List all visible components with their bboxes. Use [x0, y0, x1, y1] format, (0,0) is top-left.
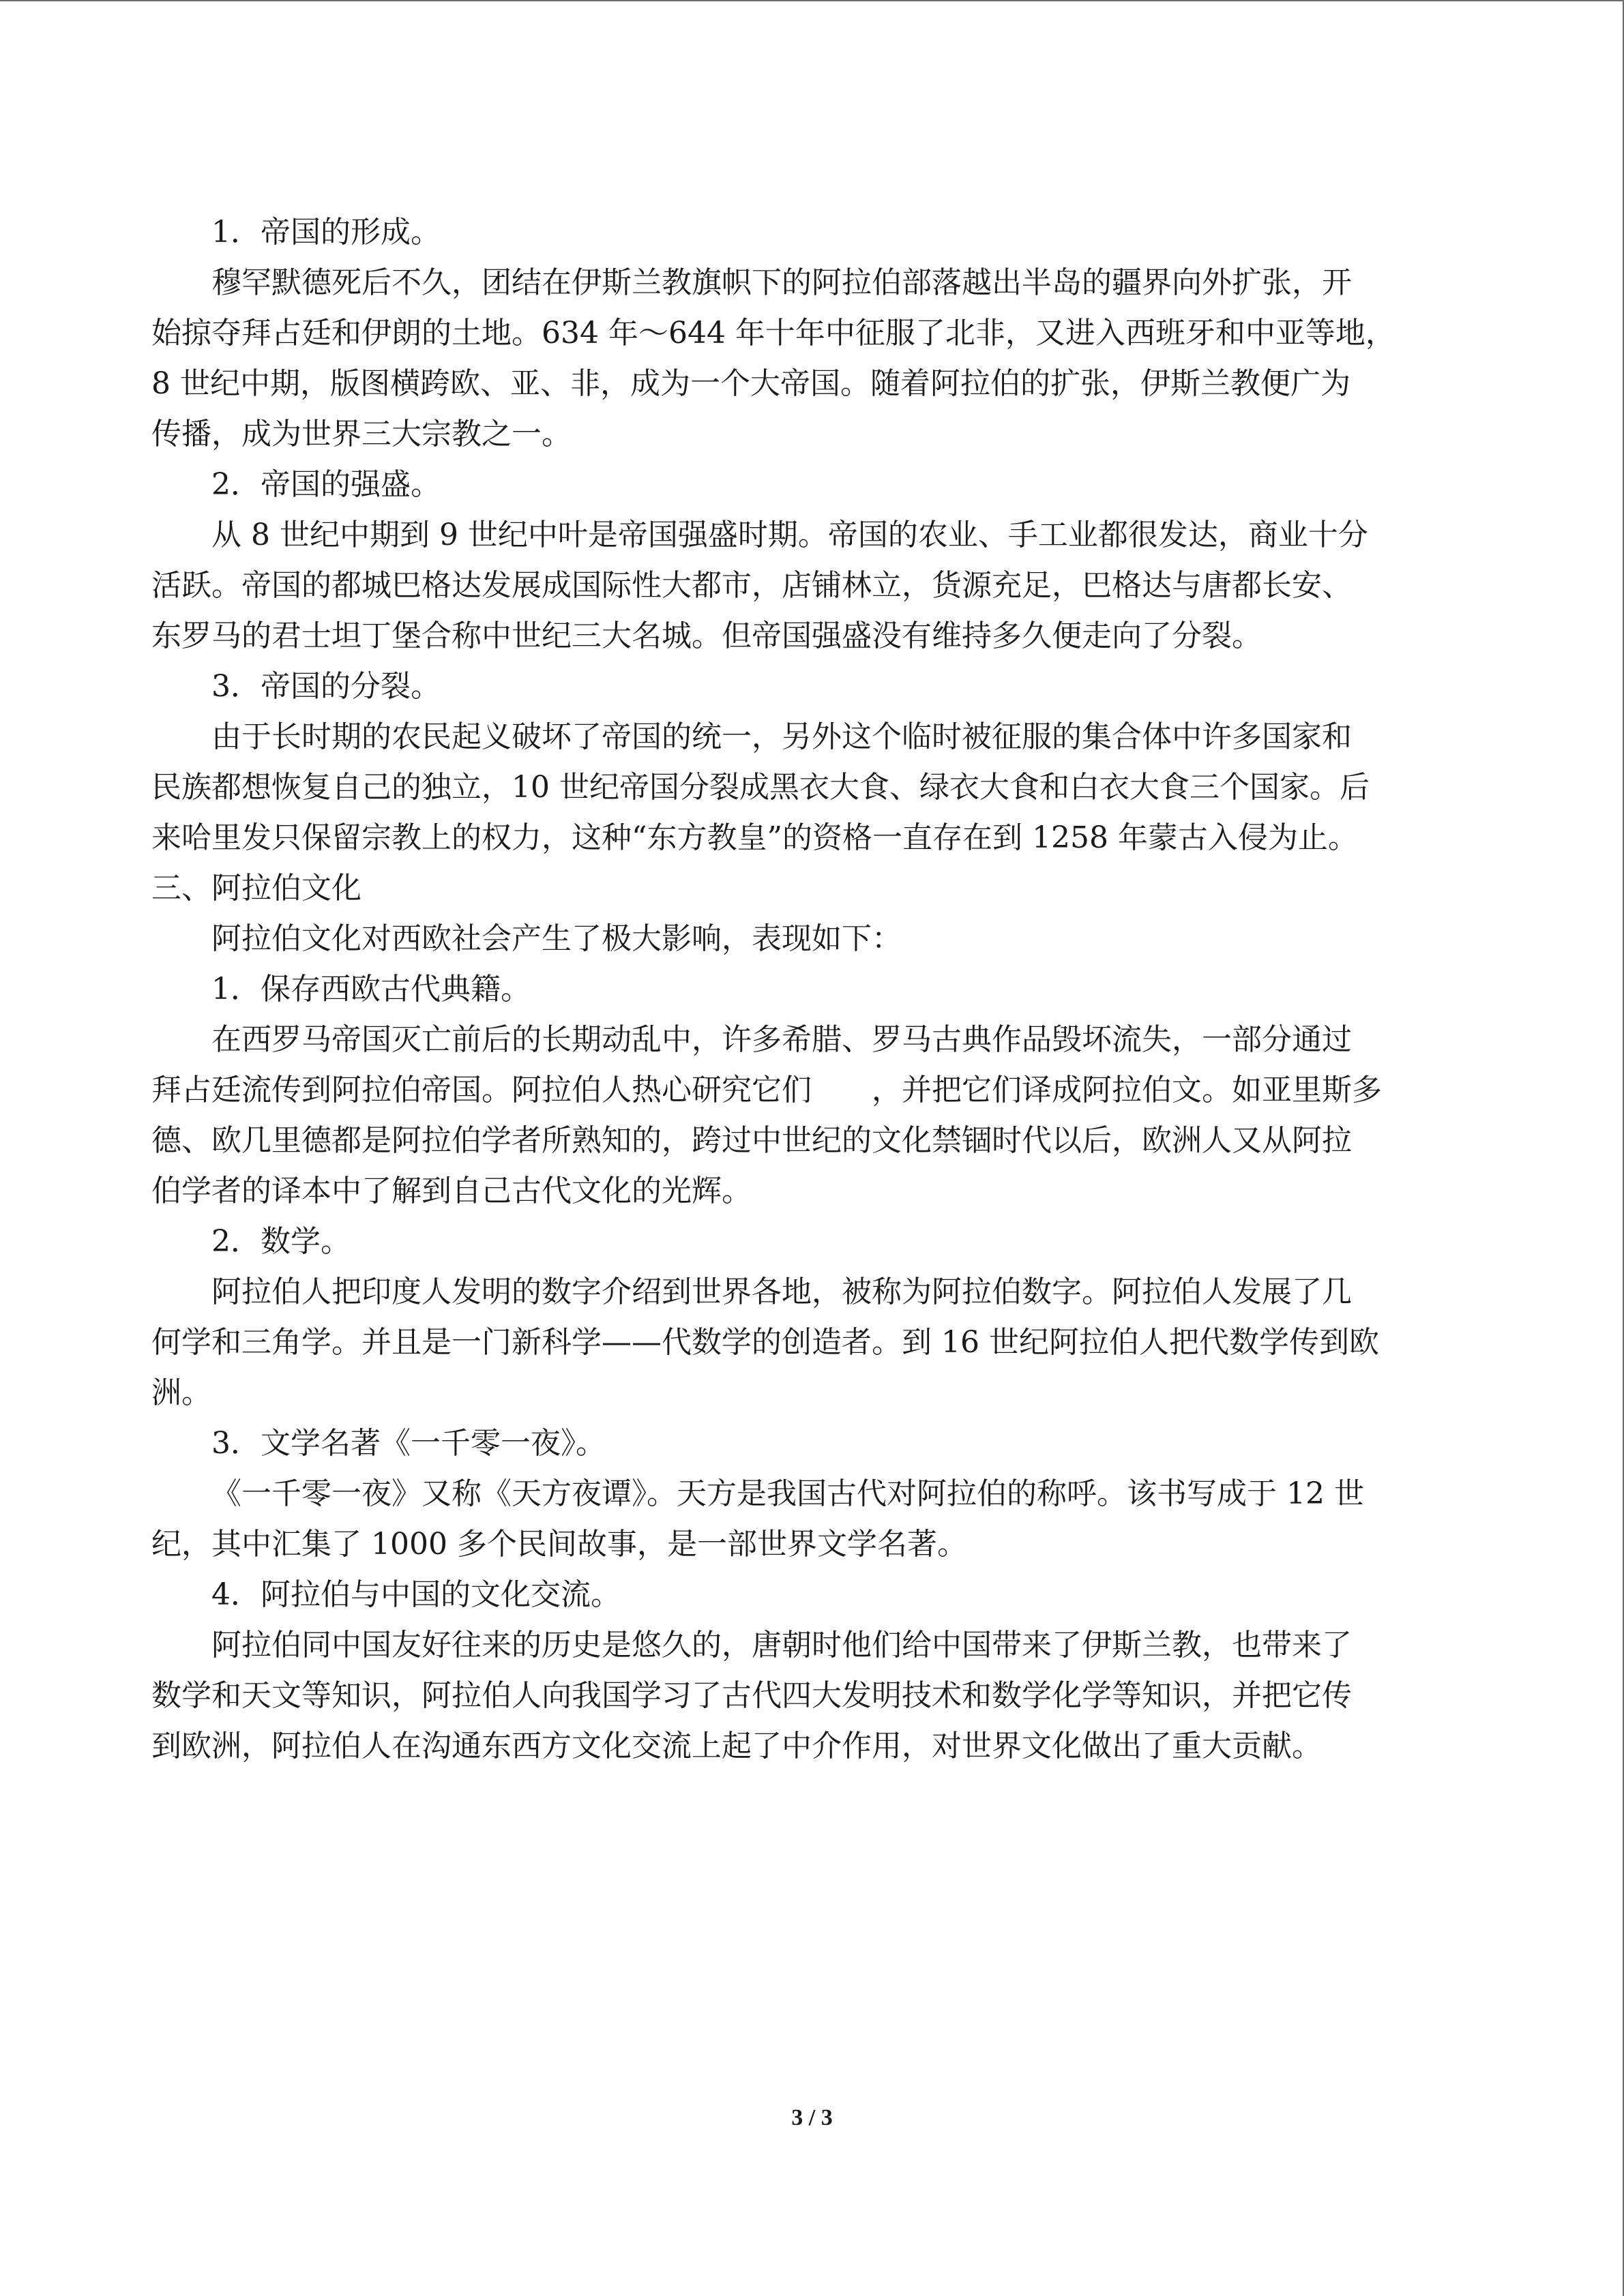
paragraph-line: 民族都想恢复自己的独立，10 世纪帝国分裂成黑衣大食、绿衣大食和白衣大食三个国家。后 [151, 770, 1370, 805]
page-number: 3 / 3 [791, 2105, 833, 2130]
paragraph-line: 拜占廷流传到阿拉伯帝国。阿拉伯人热心研究它们 ，并把它们译成阿拉伯文。如亚里斯多 [151, 1073, 1382, 1107]
paragraph-line: 数学和天文等知识，阿拉伯人向我国学习了古代四大发明技术和数学化学等知识，并把它传 [151, 1678, 1352, 1713]
paragraph-line: 从 8 世纪中期到 9 世纪中叶是帝国强盛时期。帝国的农业、手工业都很发达，商业十分 [211, 518, 1368, 552]
paragraph-line: 传播，成为世界三大宗教之一。 [151, 417, 572, 451]
paragraph-line: 始掠夺拜占廷和伊朗的土地。634 年～644 年十年中征服了北非，又进入西班牙和中亚等地， [151, 316, 1396, 351]
section-heading-division: 3．帝国的分裂。 [211, 669, 441, 704]
section-heading-classics: 1．保存西欧古代典籍。 [211, 972, 531, 1007]
paragraph-line: 来哈里发只保留宗教上的权力，这种“东方教皇”的资格一直存在到 1258 年蒙古入侵为止。 [151, 820, 1358, 855]
paragraph-line: 何学和三角学。并且是一门新科学——代数学的创造者。到 16 世纪阿拉伯人把代数学传到欧 [151, 1325, 1379, 1360]
paragraph-line: 阿拉伯文化对西欧社会产生了极大影响，表现如下： [211, 921, 902, 956]
paragraph-line: 由于长时期的农民起义破坏了帝国的统一，另外这个临时被征服的集合体中许多国家和 [211, 719, 1352, 754]
chapter-heading-arab-culture: 三、阿拉伯文化 [151, 871, 361, 906]
paragraph-line: 伯学者的译本中了解到自己古代文化的光辉。 [151, 1174, 752, 1208]
paragraph-line: 洲。 [151, 1375, 211, 1410]
section-heading-formation: 1．帝国的形成。 [211, 215, 441, 250]
paragraph-line: 到欧洲，阿拉伯人在沟通东西方文化交流上起了中介作用，对世界文化做出了重大贡献。 [151, 1729, 1322, 1763]
paragraph-line: 阿拉伯同中国友好往来的历史是悠久的，唐朝时他们给中国带来了伊斯兰教，也带来了 [211, 1628, 1352, 1663]
section-heading-mathematics: 2．数学。 [211, 1224, 351, 1259]
paragraph-line: 活跃。帝国的都城巴格达发展成国际性大都市，店铺林立，货源充足，巴格达与唐都长安、 [151, 568, 1352, 603]
paragraph-line: 《一千零一夜》又称《天方夜谭》。天方是我国古代对阿拉伯的称呼。该书写成于 12 世 [211, 1476, 1364, 1511]
paragraph-line: 东罗马的君士坦丁堡合称中世纪三大名城。但帝国强盛没有维持多久便走向了分裂。 [151, 618, 1262, 653]
section-heading-exchange: 4．阿拉伯与中国的文化交流。 [211, 1577, 621, 1612]
paragraph-line: 纪，其中汇集了 1000 多个民间故事，是一部世界文学名著。 [151, 1527, 967, 1562]
paragraph-line: 德、欧几里德都是阿拉伯学者所熟知的，跨过中世纪的文化禁锢时代以后，欧洲人又从阿拉 [151, 1123, 1352, 1158]
paragraph-line: 阿拉伯人把印度人发明的数字介绍到世界各地，被称为阿拉伯数字。阿拉伯人发展了几 [211, 1274, 1352, 1309]
section-heading-literature: 3．文学名著《一千零一夜》。 [211, 1426, 606, 1461]
paragraph-line: 在西罗马帝国灭亡前后的长期动乱中，许多希腊、罗马古典作品毁坏流失，一部分通过 [211, 1022, 1352, 1057]
section-heading-prosperity: 2．帝国的强盛。 [211, 467, 441, 502]
paragraph-line: 穆罕默德死后不久，团结在伊斯兰教旗帜下的阿拉伯部落越出半岛的疆界向外扩张，开 [211, 265, 1352, 300]
paragraph-line: 8 世纪中期，版图横跨欧、亚、非，成为一个大帝国。随着阿拉伯的扩张，伊斯兰教便广为 [151, 366, 1350, 401]
